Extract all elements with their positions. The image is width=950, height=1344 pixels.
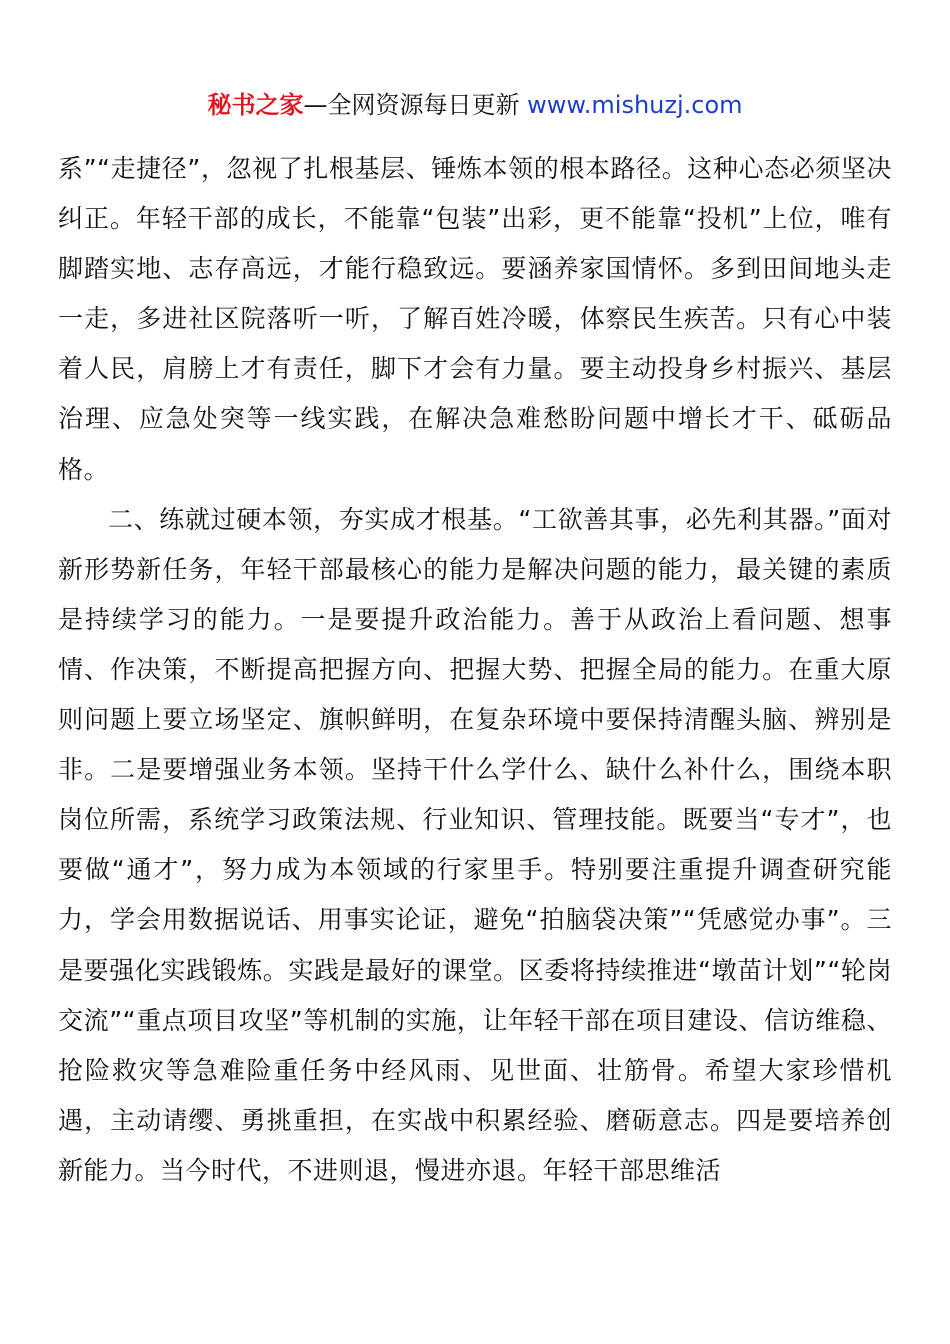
site-url-link[interactable]: www.mishuzj.com [527, 91, 743, 119]
brand-name: 秘书之家 [207, 91, 304, 119]
site-header [0, 88, 950, 122]
header-tagline: —全网资源每日更新 [303, 91, 528, 119]
document-body [58, 144, 892, 1196]
paragraph-continued: 系”“走捷径”，忽视了扎根基层、锤炼本领的根本路径。这种心态必须坚决纠正。年轻干部的成长，不能靠“包装”出彩，更不能靠“投机”上位，唯有脚踏实地、志存高远，才能行稳致远。要涵养家国情怀。多到田间地头走一走，多进社区院落听一听，了解百姓冷暖，体察民生疾苦。只有心中装着人民，肩膀上才有责任，脚下才会有力量。要主动投身乡村振兴、基层治理、应急处突等一线实践，在解决急难愁盼问题中增长才干、砥砺品格。 [58, 154, 892, 484]
paragraph-section-two: 二、练就过硬本领，夯实成才根基。“工欲善其事，必先利其器。”面对新形势新任务，年轻干部最核心的能力是解决问题的能力，最关键的素质是持续学习的能力。一是要提升政治能力。善于从政治上看问题、想事情、作决策，不断提高把握方向、把握大势、把握全局的能力。在重大原则问题上要立场坚定、旗帜鲜明，在复杂环境中要保持清醒头脑、辨别是非。二是要增强业务本领。坚持干什么学什么、缺什么补什么，围绕本职岗位所需，系统学习政策法规、行业知识、管理技能。既要当“专才”，也要做“通才”，努力成为本领域的行家里手。特别要注重提升调查研究能力，学会用数据说话、用事实论证，避免“拍脑袋决策”“凭感觉办事”。三是要强化实践锻炼。实践是最好的课堂。区委将持续推进“墩苗计划”“轮岗交流”“重点项目攻坚”等机制的实施，让年轻干部在项目建设、信访维稳、抢险救灾等急难险重任务中经风雨、见世面、壮筋骨。希望大家珍惜机遇，主动请缨、勇挑重担，在实战中积累经验、磨砺意志。四是要培养创新能力。当今时代，不进则退，慢进亦退。年轻干部思维活 [58, 504, 892, 1185]
